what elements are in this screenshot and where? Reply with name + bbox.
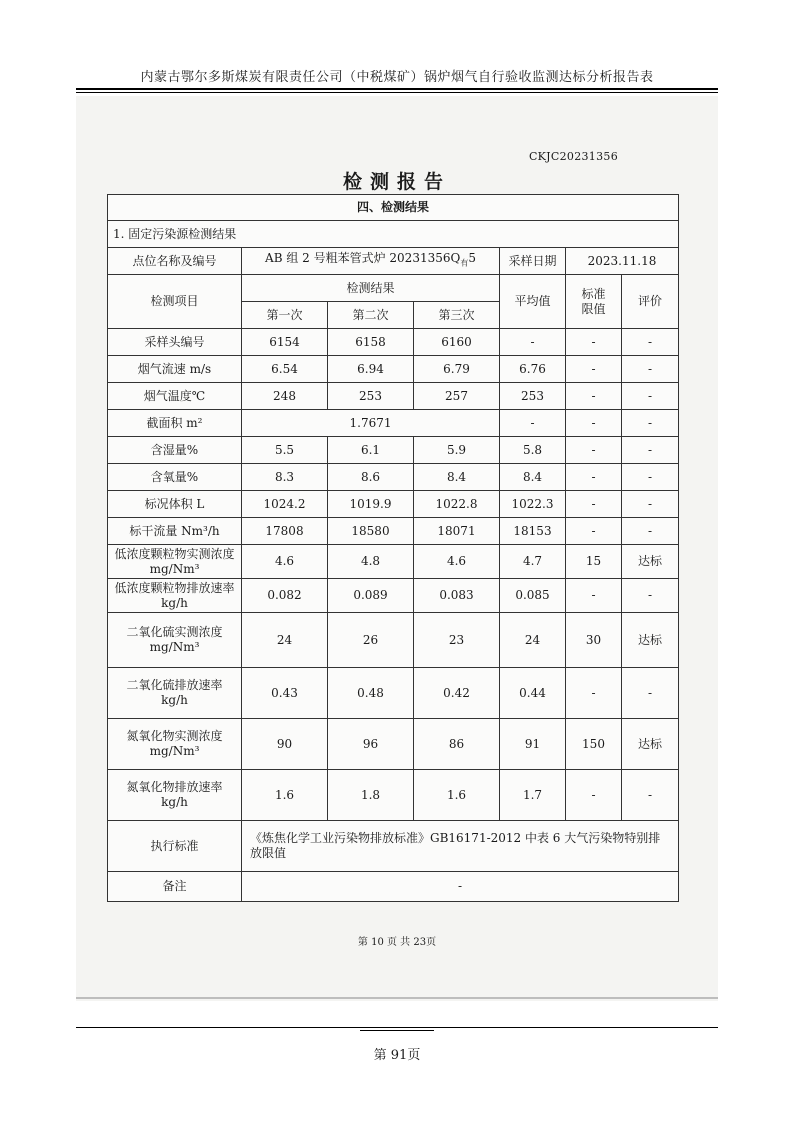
run-3-value: 0.083	[414, 579, 500, 613]
table-row	[108, 410, 679, 437]
table-row	[108, 579, 679, 613]
results-table	[107, 194, 679, 902]
average-value: 253	[500, 383, 566, 410]
row-label: 氮氧化物排放速率 kg/h	[108, 770, 242, 821]
point-label: 点位名称及编号	[108, 248, 242, 275]
run-3-value: 18071	[414, 518, 500, 545]
limit-value: -	[566, 464, 622, 491]
eval-header: 评价	[622, 275, 679, 329]
report-code: CKJC20231356	[528, 150, 618, 163]
remark-label: 备注	[108, 872, 242, 902]
run-1-header: 第一次	[242, 302, 328, 329]
row-label: 低浓度颗粒物实测浓度 mg/Nm³	[108, 545, 242, 579]
average-value: -	[500, 410, 566, 437]
average-value: 18153	[500, 518, 566, 545]
run-2-value: 6158	[328, 329, 414, 356]
row-label: 二氧化硫实测浓度 mg/Nm³	[108, 613, 242, 668]
standard-value: 《炼焦化学工业污染物排放标准》GB16171-2012 中表 6 大气污染物特别排放限值	[242, 821, 679, 872]
evaluation-value: -	[622, 668, 679, 719]
run-3-value: 1.6	[414, 770, 500, 821]
run-3-value: 8.4	[414, 464, 500, 491]
run-1-value: 1.6	[242, 770, 328, 821]
limit-value: -	[566, 668, 622, 719]
date-label: 采样日期	[500, 248, 566, 275]
result-header: 检测结果	[242, 275, 500, 302]
limit-value: -	[566, 410, 622, 437]
evaluation-value: 达标	[622, 545, 679, 579]
page-number: 第 91页	[373, 1048, 421, 1063]
row-label: 烟气流速 m/s	[108, 356, 242, 383]
run-3-value: 1022.8	[414, 491, 500, 518]
limit-value: 30	[566, 613, 622, 668]
evaluation-value: -	[622, 579, 679, 613]
run-2-value: 1.8	[328, 770, 414, 821]
run-3-header: 第三次	[414, 302, 500, 329]
document-header: 内蒙古鄂尔多斯煤炭有限责任公司（中税煤矿）锅炉烟气自行验收监测达标分析报告表	[140, 70, 654, 85]
table-row	[108, 356, 679, 383]
run-3-value: 86	[414, 719, 500, 770]
limit-value: -	[566, 491, 622, 518]
limit-value: -	[566, 579, 622, 613]
footer-rule	[76, 1027, 718, 1028]
remark-value: -	[242, 872, 679, 902]
item-header: 检测项目	[108, 275, 242, 329]
table-row	[108, 383, 679, 410]
run-3-value: 4.6	[414, 545, 500, 579]
limit-value: -	[566, 329, 622, 356]
date-value: 2023.11.18	[566, 248, 679, 275]
average-value: 6.76	[500, 356, 566, 383]
average-value: -	[500, 329, 566, 356]
table-row	[108, 668, 679, 719]
row-label: 含氧量%	[108, 464, 242, 491]
table-row	[108, 437, 679, 464]
table-row	[108, 518, 679, 545]
run-2-value: 0.48	[328, 668, 414, 719]
run-1-value: 0.082	[242, 579, 328, 613]
table-row	[108, 491, 679, 518]
run-1-value: 6.54	[242, 356, 328, 383]
average-value: 1.7	[500, 770, 566, 821]
run-1-value: 17808	[242, 518, 328, 545]
evaluation-value: -	[622, 329, 679, 356]
limit-header: 标准 限值	[566, 275, 622, 329]
run-1-value: 1024.2	[242, 491, 328, 518]
run-1-value: 90	[242, 719, 328, 770]
header-rule-thin	[76, 92, 718, 93]
evaluation-value: -	[622, 383, 679, 410]
row-label: 二氧化硫排放速率 kg/h	[108, 668, 242, 719]
run-2-value: 6.1	[328, 437, 414, 464]
standard-label: 执行标准	[108, 821, 242, 872]
run-1-value: 24	[242, 613, 328, 668]
limit-value: -	[566, 770, 622, 821]
limit-value: -	[566, 437, 622, 464]
run-2-header: 第二次	[328, 302, 414, 329]
run-3-value: 5.9	[414, 437, 500, 464]
remark-row	[108, 872, 679, 902]
run-2-value: 18580	[328, 518, 414, 545]
row-label: 采样头编号	[108, 329, 242, 356]
run-3-value: 0.42	[414, 668, 500, 719]
evaluation-value: 达标	[622, 719, 679, 770]
run-1-value: 6154	[242, 329, 328, 356]
run-2-value: 6.94	[328, 356, 414, 383]
row-label: 含湿量%	[108, 437, 242, 464]
evaluation-value: -	[622, 491, 679, 518]
evaluation-value: -	[622, 437, 679, 464]
table-row	[108, 719, 679, 770]
inner-page-number: 第 10 页 共 23页	[357, 937, 437, 948]
limit-value: -	[566, 356, 622, 383]
average-value: 8.4	[500, 464, 566, 491]
run-1-value: 4.6	[242, 545, 328, 579]
table-row	[108, 464, 679, 491]
row-label: 截面积 m²	[108, 410, 242, 437]
evaluation-value: 达标	[622, 613, 679, 668]
scan-edge	[76, 997, 718, 999]
point-value: AB 组 2 号粗苯管式炉 $20231356Q_有5$	[242, 248, 500, 275]
table-row	[108, 613, 679, 668]
average-value: 24	[500, 613, 566, 668]
header-rule	[76, 88, 718, 90]
run-2-value: 0.089	[328, 579, 414, 613]
limit-value: 15	[566, 545, 622, 579]
row-label: 烟气温度℃	[108, 383, 242, 410]
run-2-value: 8.6	[328, 464, 414, 491]
average-value: 5.8	[500, 437, 566, 464]
footer-rule-short	[360, 1030, 434, 1031]
average-value: 1022.3	[500, 491, 566, 518]
run-2-value: 26	[328, 613, 414, 668]
limit-value: -	[566, 383, 622, 410]
table-row	[108, 770, 679, 821]
table-row	[108, 329, 679, 356]
evaluation-value: -	[622, 518, 679, 545]
run-1-value: 248	[242, 383, 328, 410]
limit-value: 150	[566, 719, 622, 770]
run-3-value: 6.79	[414, 356, 500, 383]
run-3-value: 23	[414, 613, 500, 668]
run-3-value: 6160	[414, 329, 500, 356]
row-label: 标况体积 L	[108, 491, 242, 518]
evaluation-value: -	[622, 356, 679, 383]
average-value: 0.44	[500, 668, 566, 719]
average-value: 4.7	[500, 545, 566, 579]
report-title: 检测报告	[342, 171, 451, 193]
standard-row	[108, 821, 679, 872]
table-row	[108, 545, 679, 579]
run-2-value: 96	[328, 719, 414, 770]
run-3-value: 257	[414, 383, 500, 410]
row-label: 低浓度颗粒物排放速率 kg/h	[108, 579, 242, 613]
average-value: 0.085	[500, 579, 566, 613]
evaluation-value: -	[622, 410, 679, 437]
subsection-title: 1. 固定污染源检测结果	[108, 221, 679, 248]
run-1-value: 0.43	[242, 668, 328, 719]
run-2-value: 253	[328, 383, 414, 410]
run-2-value: 4.8	[328, 545, 414, 579]
evaluation-value: -	[622, 770, 679, 821]
section-title: 四、检测结果	[108, 195, 679, 221]
row-label: 标干流量 Nm³/h	[108, 518, 242, 545]
run-1-value: 8.3	[242, 464, 328, 491]
avg-header: 平均值	[500, 275, 566, 329]
evaluation-value: -	[622, 464, 679, 491]
run-1-value: 5.5	[242, 437, 328, 464]
run-2-value: 1019.9	[328, 491, 414, 518]
limit-value: -	[566, 518, 622, 545]
average-value: 91	[500, 719, 566, 770]
area-value: 1.7671	[242, 410, 500, 437]
row-label: 氮氧化物实测浓度 mg/Nm³	[108, 719, 242, 770]
